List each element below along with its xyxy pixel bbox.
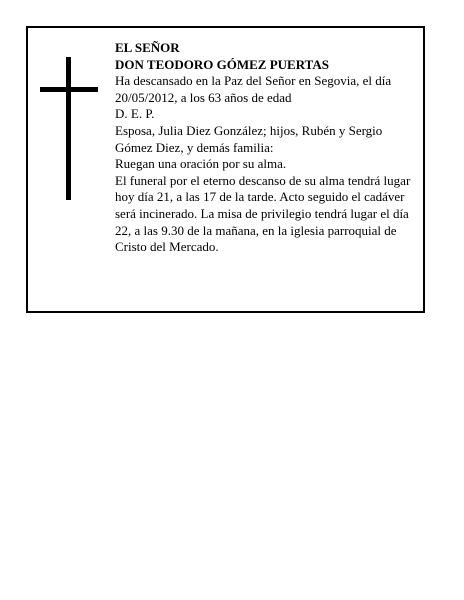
funeral-details: El funeral por el eterno descanso de su alma tendrá lugar hoy día 21, a las 17 de la tarde. Acto seguido el cadáver será incinerado. La misa de privilegio tendrá lugar el día 22, a las 9.30 de la mañana, en la iglesia parroquial de Cristo del Mercado. (115, 172, 411, 255)
obituary-notice (26, 26, 425, 313)
death-announcement: Ha descansado en la Paz del Señor en Segovia, el día 20/05/2012, a los 63 años de edad (115, 73, 392, 105)
prayer-request: Ruegan una oración por su alma. (115, 156, 287, 172)
latin-cross-icon (40, 57, 98, 200)
cross-vertical-bar (66, 57, 71, 200)
rest-in-peace: D. E. P. (115, 106, 155, 122)
deceased-name: DON TEODORO GÓMEZ PUERTAS (115, 56, 329, 72)
notice-text (115, 40, 415, 256)
cross-horizontal-bar (40, 87, 98, 92)
family-members: Esposa, Julia Diez González; hijos, Rubén y Sergio Gómez Diez, y demás familia: (115, 122, 383, 155)
notice-title-line1: EL SEÑOR (115, 40, 180, 55)
